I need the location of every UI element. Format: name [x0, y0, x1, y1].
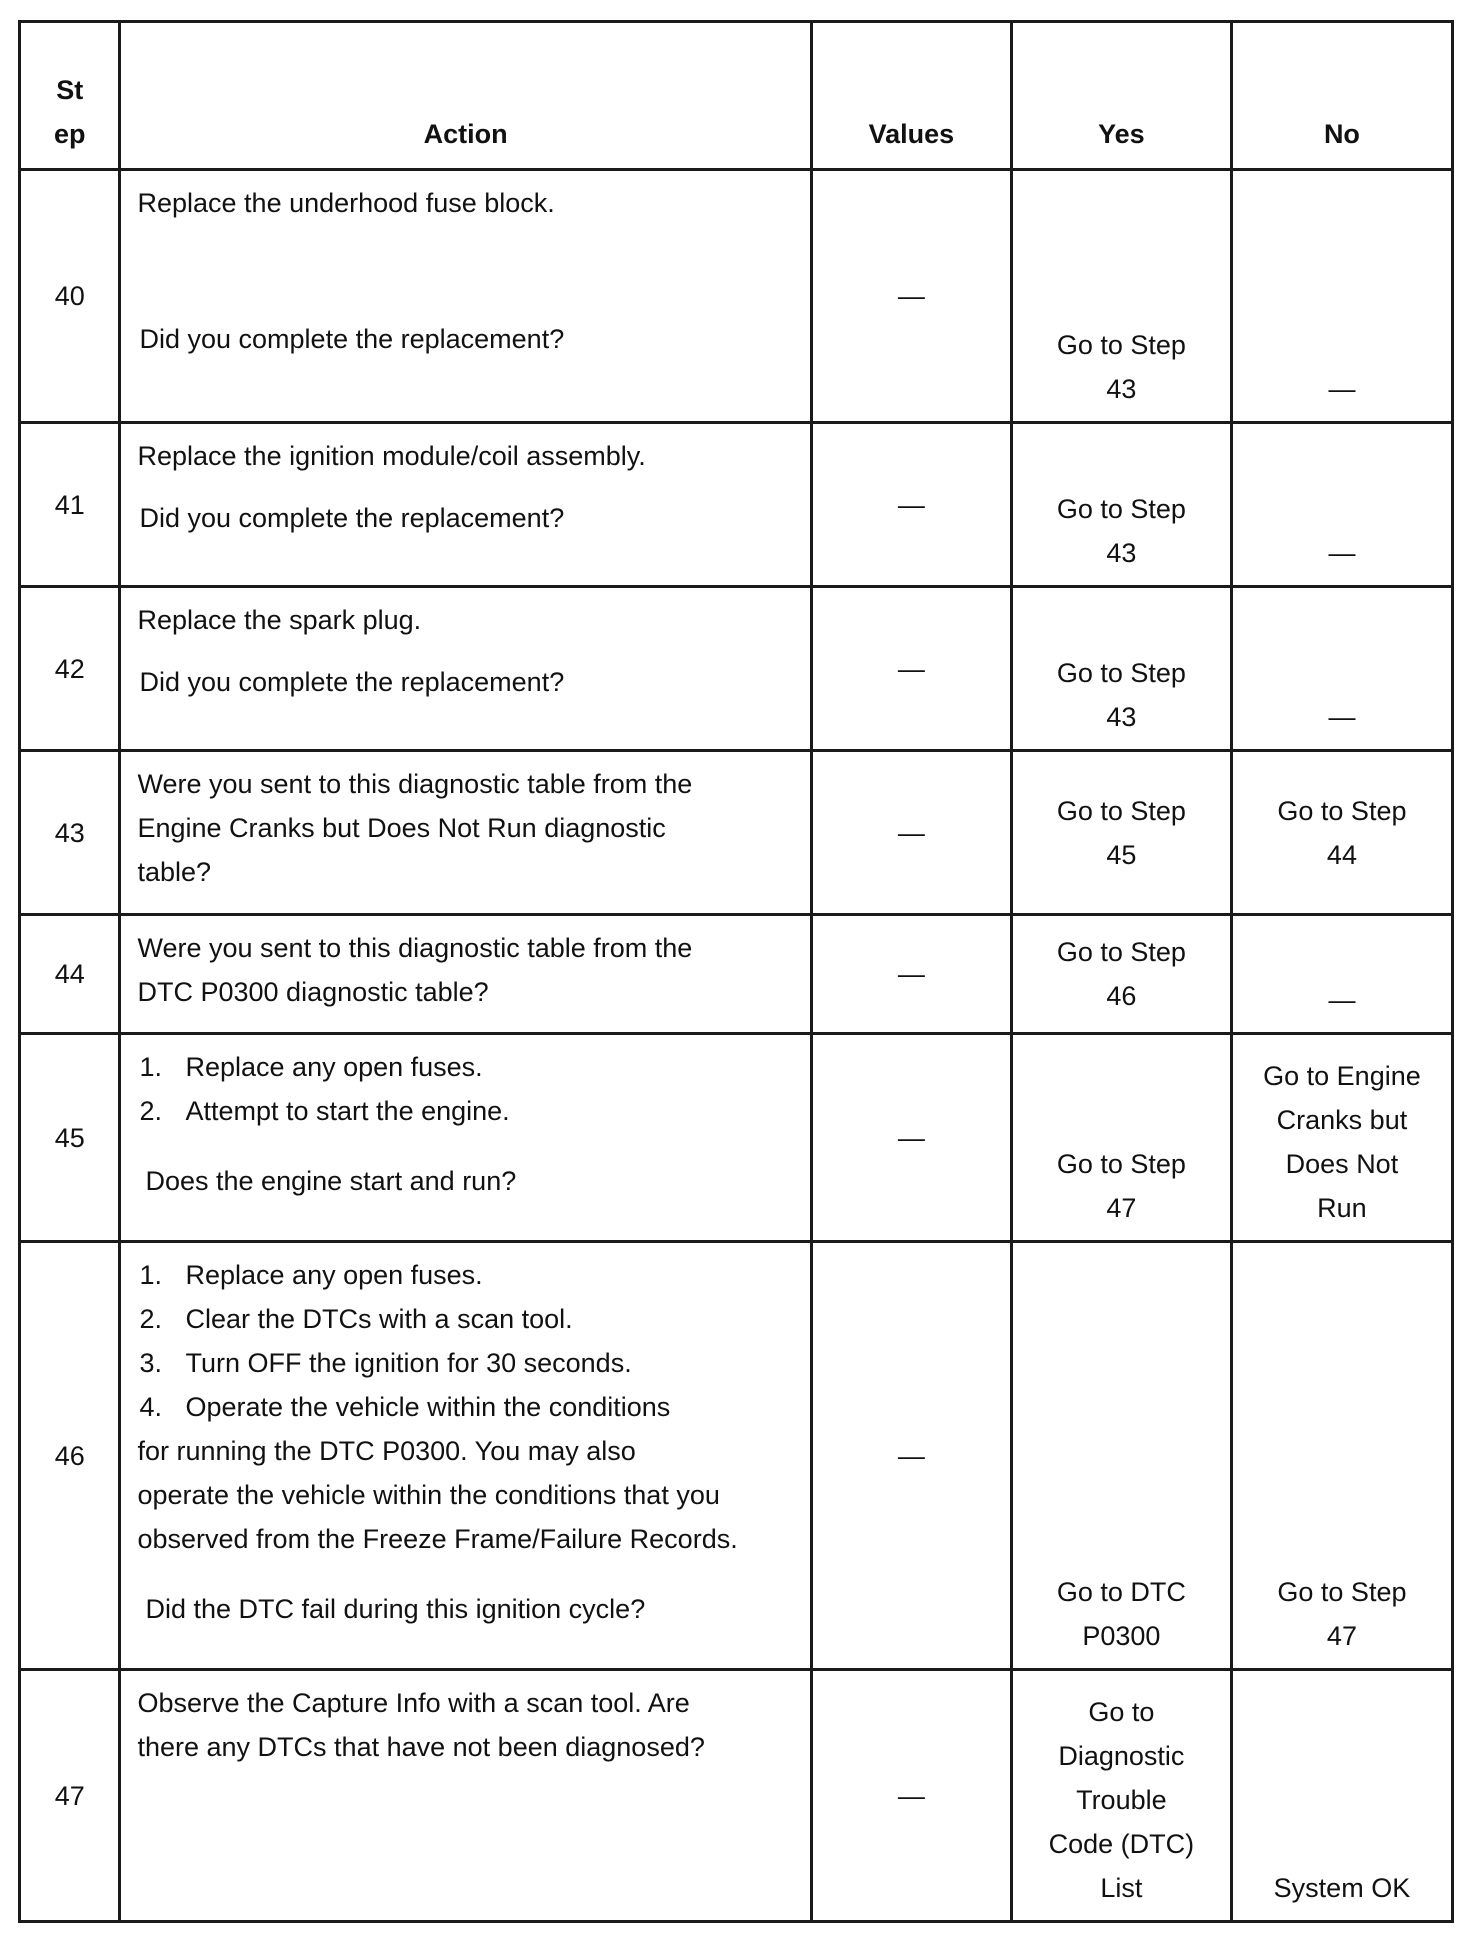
values-cell: — — [811, 587, 1011, 751]
header-action: Action — [120, 22, 811, 170]
yes-cell: Go to Step 46 — [1011, 915, 1231, 1034]
yes-cell: Go to Diagnostic Trouble Code (DTC) List — [1011, 1670, 1231, 1922]
no-cell: Go to Step 44 — [1231, 751, 1452, 915]
diagnostic-table — [18, 20, 1454, 1923]
action-text: Replace the ignition module/coil assembly. — [137, 441, 646, 471]
action-cell: 1. Replace any open fuses. 2. Clear the DTCs with a scan tool. 3. Turn OFF the ignition for 30 seconds. 4. Operate the vehicle within the conditions for running the DTC P0300. You may also operate the vehicle within the conditions that you observed from the Freeze Frame/Failure Records. Did the DTC fail during this ignition cycle? — [120, 1242, 811, 1670]
list-item: 3. Turn OFF the ignition for 30 seconds. — [139, 1348, 632, 1378]
yes-cell: Go to DTC P0300 — [1011, 1242, 1231, 1670]
step-number: 44 — [20, 915, 120, 1034]
action-text: Replace the underhood fuse block. — [137, 188, 555, 218]
no-cell: Go to Step 47 — [1231, 1242, 1452, 1670]
yes-cell: Go to Step 43 — [1011, 170, 1231, 423]
list-item: 1. Replace any open fuses. — [139, 1260, 483, 1290]
action-cell — [120, 170, 811, 423]
header-step: St ep — [20, 22, 120, 170]
header-no: No — [1231, 22, 1452, 170]
table-row — [20, 1670, 1453, 1922]
list-item: 2. Attempt to start the engine. — [139, 1096, 510, 1126]
no-cell: Go to Engine Cranks but Does Not Run — [1231, 1034, 1452, 1242]
values-cell: — — [811, 751, 1011, 915]
list-item: 1. Replace any open fuses. — [139, 1052, 483, 1082]
header-yes: Yes — [1011, 22, 1231, 170]
values-cell: — — [811, 1034, 1011, 1242]
action-steps — [137, 1045, 793, 1133]
no-cell: — — [1231, 170, 1452, 423]
values-cell: — — [811, 1242, 1011, 1670]
table-row — [20, 915, 1453, 1034]
action-question: Did you complete the replacement? — [139, 503, 565, 533]
yes-cell: Go to Step 45 — [1011, 751, 1231, 915]
no-cell: — — [1231, 587, 1452, 751]
action-question: Did you complete the replacement? — [139, 324, 565, 354]
table-row — [20, 1034, 1453, 1242]
table-row — [20, 751, 1453, 915]
table-row — [20, 1242, 1453, 1670]
list-item: 4. Operate the vehicle within the conditions — [139, 1392, 671, 1422]
header-row — [20, 22, 1453, 170]
table-row — [20, 423, 1453, 587]
action-question: Did the DTC fail during this ignition cycle? — [145, 1594, 646, 1624]
header-values: Values — [811, 22, 1011, 170]
values-cell: — — [811, 423, 1011, 587]
action-cell — [120, 587, 811, 751]
action-question: Did you complete the replacement? — [139, 667, 565, 697]
action-question: Does the engine start and run? — [145, 1166, 517, 1196]
action-cell — [120, 423, 811, 587]
values-cell: — — [811, 915, 1011, 1034]
step-number: 47 — [20, 1670, 120, 1922]
step-number: 43 — [20, 751, 120, 915]
step-number: 41 — [20, 423, 120, 587]
action-steps — [137, 1253, 793, 1429]
values-cell: — — [811, 1670, 1011, 1922]
table-row — [20, 170, 1453, 423]
action-text: Replace the spark plug. — [137, 605, 422, 635]
no-cell: — — [1231, 423, 1452, 587]
table-row — [20, 587, 1453, 751]
action-cell — [120, 1034, 811, 1242]
step-number: 42 — [20, 587, 120, 751]
no-cell: System OK — [1231, 1670, 1452, 1922]
step-number: 40 — [20, 170, 120, 423]
values-cell: — — [811, 170, 1011, 423]
action-cell: Observe the Capture Info with a scan tool. Are there any DTCs that have not been diagnosed? — [120, 1670, 811, 1922]
yes-cell: Go to Step 47 — [1011, 1034, 1231, 1242]
step-number: 46 — [20, 1242, 120, 1670]
action-cell: Were you sent to this diagnostic table from the Engine Cranks but Does Not Run diagnostic table? — [120, 751, 811, 915]
step-number: 45 — [20, 1034, 120, 1242]
yes-cell: Go to Step 43 — [1011, 587, 1231, 751]
yes-cell: Go to Step 43 — [1011, 423, 1231, 587]
action-cell: Were you sent to this diagnostic table from the DTC P0300 diagnostic table? — [120, 915, 811, 1034]
list-item: 2. Clear the DTCs with a scan tool. — [139, 1304, 573, 1334]
no-cell: — — [1231, 915, 1452, 1034]
